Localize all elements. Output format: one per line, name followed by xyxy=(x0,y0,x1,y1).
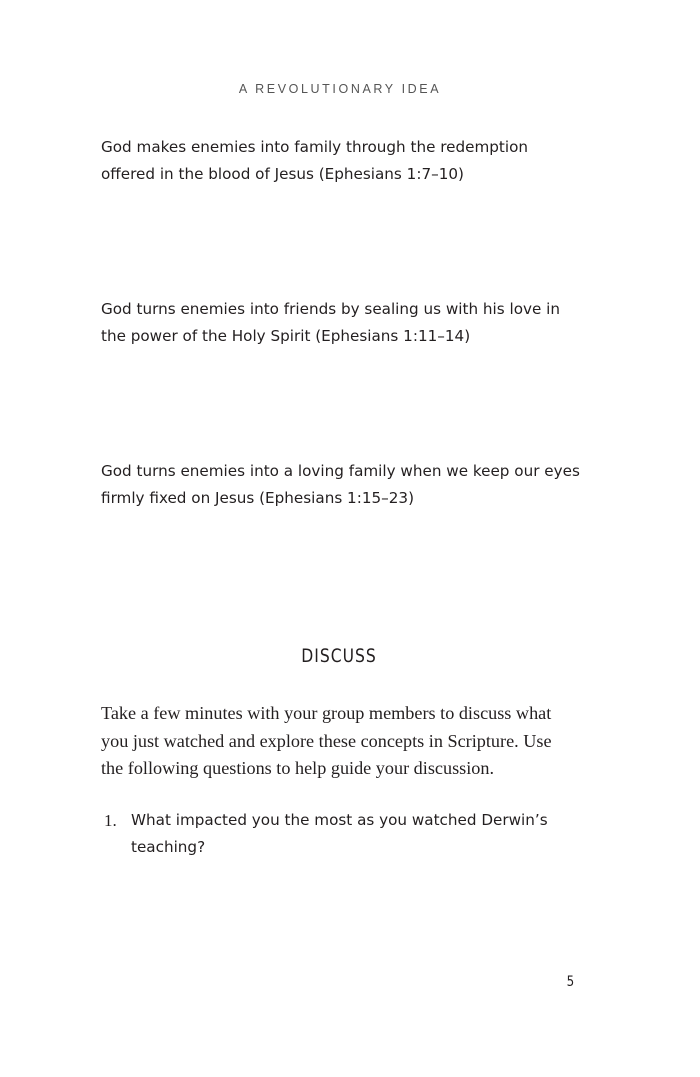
running-head: A REVOLUTIONARY IDEA xyxy=(238,82,442,96)
question-text-line: teaching? xyxy=(131,838,206,856)
teaching-point xyxy=(101,134,581,188)
page-number: 5 xyxy=(566,974,575,990)
teaching-point-line: God turns enemies into a loving family when we keep our eyes xyxy=(101,462,580,480)
question-text-line: What impacted you the most as you watched Derwin’s xyxy=(131,811,548,829)
discuss-intro xyxy=(101,700,581,783)
discussion-question xyxy=(104,807,580,861)
discuss-intro-line: the following questions to help guide your discussion. xyxy=(101,758,495,778)
discuss-intro-line: Take a few minutes with your group members to discuss what xyxy=(101,703,552,723)
teaching-point-line: God turns enemies into friends by sealing us with his love in xyxy=(101,300,561,318)
teaching-point-line: offered in the blood of Jesus (Ephesians 1:7–10) xyxy=(101,165,464,183)
section-heading-discuss: DISCUSS xyxy=(301,645,377,667)
question-number: 1. xyxy=(104,811,117,830)
teaching-point-line: the power of the Holy Spirit (Ephesians 1:11–14) xyxy=(101,327,471,345)
teaching-point xyxy=(101,458,581,512)
question-text xyxy=(131,807,580,861)
discuss-intro-line: you just watched and explore these concepts in Scripture. Use xyxy=(101,730,552,751)
teaching-point-line: firmly fixed on Jesus (Ephesians 1:15–23) xyxy=(101,489,415,507)
teaching-point xyxy=(101,296,581,350)
teaching-point-line: God makes enemies into family through the redemption xyxy=(101,138,529,156)
